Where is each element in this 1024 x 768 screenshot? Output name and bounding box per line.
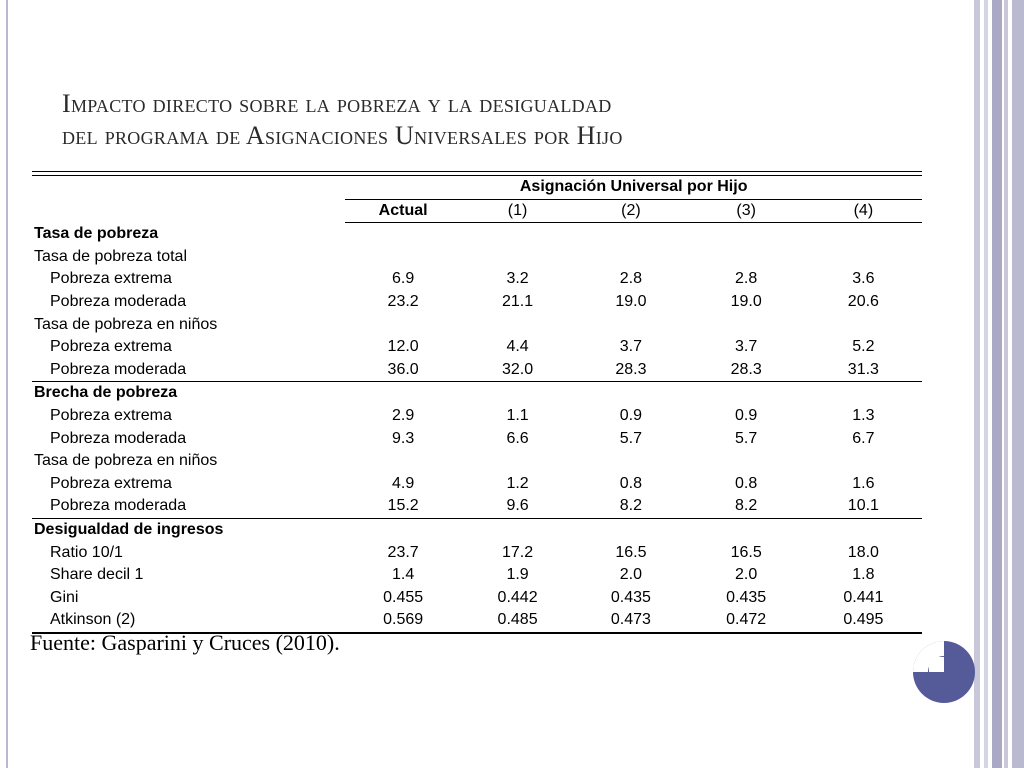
empty-cell (461, 518, 574, 541)
cell-value: 31.3 (847, 360, 879, 378)
group-header-label: Asignación Universal por Hijo (345, 176, 922, 199)
cell-value: 28.3 (730, 360, 762, 378)
empty-cell (574, 450, 687, 473)
section-heading: Tasa de pobreza (34, 224, 159, 242)
cell-value: 20.6 (847, 292, 879, 310)
row-label: Ratio 10/1 (50, 543, 123, 561)
cell-value: 6.9 (391, 270, 415, 288)
empty-cell (345, 382, 461, 405)
table-row (32, 359, 922, 382)
cell-value: 3.6 (852, 270, 875, 288)
column-header: (1) (461, 199, 574, 223)
cell-value: 18.0 (847, 543, 879, 561)
column-header: (2) (574, 199, 687, 223)
empty-cell (574, 314, 687, 337)
row-label: Pobreza extrema (50, 270, 172, 288)
section-heading-row (32, 518, 922, 541)
cell-value: 0.435 (610, 588, 651, 606)
right-decorative-stripes (974, 0, 1024, 768)
cell-value: 0.442 (497, 588, 538, 606)
subsection-heading: Tasa de pobreza en niños (34, 452, 218, 470)
table-group-header-row (32, 176, 922, 199)
empty-cell (805, 246, 922, 269)
table-row (32, 587, 922, 610)
empty-cell (805, 314, 922, 337)
cell-value: 23.7 (387, 543, 419, 561)
cell-value: 1.4 (391, 566, 415, 584)
empty-cell (461, 382, 574, 405)
section-heading-row (32, 382, 922, 405)
subsection-heading: Tasa de pobreza total (34, 247, 187, 265)
empty-cell (574, 382, 687, 405)
empty-cell (461, 246, 574, 269)
cell-value: 4.9 (391, 474, 415, 492)
cell-value: 21.1 (502, 292, 534, 310)
cell-value: 0.435 (726, 588, 767, 606)
row-label: Pobreza extrema (50, 474, 172, 492)
cell-value: 8.2 (619, 497, 643, 515)
empty-cell (688, 518, 805, 541)
row-label: Pobreza moderada (50, 429, 187, 447)
cell-value: 2.8 (735, 270, 758, 288)
cell-value: 2.8 (619, 270, 643, 288)
table-row (32, 428, 922, 451)
row-label: Pobreza moderada (50, 360, 187, 378)
cell-value: 9.6 (506, 497, 529, 515)
empty-cell (688, 450, 805, 473)
header-empty-cell (32, 199, 345, 223)
empty-cell (688, 314, 805, 337)
table-row (32, 268, 922, 291)
cell-value: 3.2 (506, 270, 529, 288)
column-header: (3) (688, 199, 805, 223)
poverty-table (32, 176, 922, 634)
empty-cell (345, 314, 461, 337)
cell-value: 1.2 (506, 474, 529, 492)
empty-cell (688, 382, 805, 405)
cell-value: 0.9 (619, 406, 643, 424)
row-label: Pobreza moderada (50, 497, 187, 515)
cell-value: 16.5 (615, 543, 647, 561)
empty-cell (574, 246, 687, 269)
cell-value: 4.4 (506, 338, 529, 356)
cell-value: 32.0 (502, 360, 534, 378)
empty-cell (574, 518, 687, 541)
cell-value: 28.3 (615, 360, 647, 378)
source-note: Fuente: Gasparini y Cruces (2010). (30, 630, 340, 655)
cell-value: 2.0 (735, 566, 758, 584)
cell-value: 0.485 (461, 609, 574, 633)
cell-value: 3.7 (619, 338, 643, 356)
table-column-header-row (32, 199, 922, 223)
cell-value: 0.9 (735, 406, 758, 424)
cell-value: 3.7 (735, 338, 758, 356)
cell-value: 1.1 (506, 406, 529, 424)
empty-cell (345, 223, 461, 246)
table-row (32, 473, 922, 496)
table-row (32, 405, 922, 428)
pie-nav-icon[interactable] (912, 640, 976, 704)
cell-value: 23.2 (387, 292, 419, 310)
row-label: Pobreza moderada (50, 292, 187, 310)
cell-value: 1.9 (506, 566, 529, 584)
table-row (32, 542, 922, 565)
cell-value: 0.472 (688, 609, 805, 633)
table-row (32, 564, 922, 587)
row-label: Share decil 1 (50, 566, 144, 584)
poverty-table-container (32, 171, 922, 634)
cell-value: 0.455 (383, 588, 424, 606)
cell-value: 0.8 (619, 474, 643, 492)
slide-title (62, 88, 942, 152)
cell-value: 36.0 (387, 360, 419, 378)
section-heading: Brecha de pobreza (32, 382, 345, 405)
cell-value: 9.3 (391, 429, 415, 447)
header-empty-cell (32, 176, 345, 199)
table-row (32, 336, 922, 359)
empty-cell (461, 450, 574, 473)
cell-value: 19.0 (615, 292, 647, 310)
column-header: (4) (805, 199, 922, 223)
cell-value: 19.0 (730, 292, 762, 310)
cell-value: 0.569 (345, 609, 461, 633)
cell-value: 15.2 (387, 497, 419, 515)
row-label: Pobreza extrema (50, 406, 172, 424)
cell-value: 5.7 (735, 429, 758, 447)
table-row (32, 291, 922, 314)
empty-cell (461, 223, 574, 246)
row-label: Atkinson (2) (32, 609, 345, 633)
empty-cell (688, 223, 805, 246)
empty-cell (345, 450, 461, 473)
cell-value: 8.2 (735, 497, 758, 515)
cell-value: 1.6 (852, 474, 875, 492)
cell-value: 0.441 (843, 588, 884, 606)
cell-value: 2.0 (619, 566, 643, 584)
subsection-heading-row (32, 246, 922, 269)
subsection-heading: Tasa de pobreza en niños (34, 315, 218, 333)
column-header: Actual (345, 199, 461, 223)
cell-value: 1.3 (852, 406, 875, 424)
cell-value: 16.5 (730, 543, 762, 561)
cell-value: 0.473 (574, 609, 687, 633)
title-line-1: Impacto directo sobre la pobreza y la desigualdad (62, 89, 612, 118)
cell-value: 6.6 (506, 429, 529, 447)
cell-value: 5.7 (619, 429, 643, 447)
subsection-heading-row (32, 450, 922, 473)
empty-cell (574, 223, 687, 246)
empty-cell (805, 450, 922, 473)
row-label: Gini (50, 588, 79, 606)
cell-value: 0.8 (735, 474, 758, 492)
empty-cell (805, 518, 922, 541)
empty-cell (345, 246, 461, 269)
empty-cell (805, 382, 922, 405)
cell-value: 2.9 (391, 406, 415, 424)
empty-cell (461, 314, 574, 337)
left-border-line (6, 0, 8, 768)
cell-value: 17.2 (502, 543, 534, 561)
subsection-heading-row (32, 314, 922, 337)
empty-cell (345, 518, 461, 541)
title-line-2: del programa de Asignaciones Universales por Hijo (62, 121, 623, 150)
cell-value: 12.0 (387, 338, 419, 356)
cell-value: 1.8 (852, 566, 875, 584)
section-heading: Desigualdad de ingresos (32, 518, 345, 541)
cell-value: 10.1 (847, 497, 879, 515)
empty-cell (805, 223, 922, 246)
cell-value: 6.7 (852, 429, 875, 447)
table-row (32, 495, 922, 518)
row-label: Pobreza extrema (50, 338, 172, 356)
empty-cell (688, 246, 805, 269)
cell-value: 5.2 (852, 338, 875, 356)
section-heading-row (32, 223, 922, 246)
cell-value: 0.495 (805, 609, 922, 633)
